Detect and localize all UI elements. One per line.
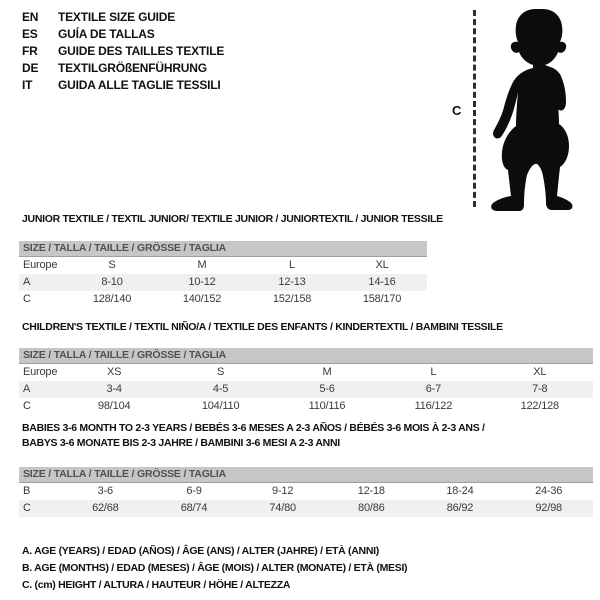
table-row [19, 398, 593, 415]
table-cell: 14-16 [368, 276, 396, 288]
table-cell: 62/68 [92, 502, 119, 514]
section-title: JUNIOR TEXTILE / TEXTIL JUNIOR/ TEXTILE JUNIOR / JUNIORTEXTIL / JUNIOR TESSILE [22, 213, 443, 225]
children-size-table [19, 364, 593, 415]
table-row [19, 291, 427, 308]
lang-title: GUIDA ALLE TAGLIE TESSILI [58, 78, 221, 92]
table-row [19, 500, 593, 517]
table-cell: 122/128 [520, 400, 559, 412]
table-cell: 6-9 [186, 485, 202, 497]
table-cell: 68/74 [180, 502, 208, 514]
table-cell: 9-12 [272, 485, 294, 497]
table-cell: 104/110 [201, 400, 240, 412]
table-cell: XL [375, 259, 389, 271]
row-label: C [23, 502, 31, 514]
section-junior [19, 212, 443, 308]
lang-code: ES [22, 27, 38, 41]
lang-code: EN [22, 10, 39, 24]
table-cell: 12-13 [278, 276, 306, 288]
lang-title: GUIDE DES TAILLES TEXTILE [58, 44, 225, 58]
table-row [19, 274, 427, 291]
lang-code: FR [22, 44, 38, 58]
table-cell: XS [107, 366, 122, 378]
row-label: A [23, 383, 31, 395]
height-measure-label: C [452, 103, 462, 118]
table-cell: 128/140 [92, 293, 132, 305]
table-cell: 10-12 [188, 276, 216, 288]
babies-size-table [19, 483, 593, 517]
table-cell: M [322, 366, 332, 378]
section-title-line2: BABYS 3-6 MONATE BIS 2-3 JAHRE / BAMBINI 3-6 MESI A 2-3 ANNI [22, 437, 340, 449]
table-cell: 12-18 [357, 485, 385, 497]
size-header-bar: SIZE / TALLA / TAILLE / GRÖSSE / TAGLIA [19, 467, 593, 483]
table-row [19, 257, 427, 274]
table-cell: 74/80 [269, 502, 296, 514]
table-cell: 24-36 [535, 485, 563, 497]
table-cell: 86/92 [446, 502, 474, 514]
footnote-c: C. (cm) HEIGHT / ALTURA / HAUTEUR / HÖHE / ALTEZZA [22, 579, 291, 591]
lang-title: TEXTILE SIZE GUIDE [58, 10, 176, 24]
table-row [19, 483, 593, 500]
lang-code: DE [22, 61, 39, 75]
row-label: A [23, 276, 31, 288]
table-cell: 6-7 [425, 383, 442, 395]
lang-title: GUÍA DE TALLAS [58, 27, 155, 41]
footnotes [22, 543, 407, 594]
row-label: Europe [23, 259, 58, 271]
table-cell: 8-10 [101, 276, 123, 288]
table-cell: S [217, 366, 225, 378]
baby-silhouette-image [487, 6, 583, 211]
table-cell: 92/98 [535, 502, 562, 514]
table-cell: S [108, 259, 116, 271]
table-cell: 3-4 [106, 383, 122, 395]
table-cell: 152/158 [272, 293, 312, 305]
section-children [19, 320, 593, 415]
footnote-a: A. AGE (YEARS) / EDAD (AÑOS) / ÂGE (ANS) / ALTER (JAHRE) / ETÀ (ANNI) [22, 545, 379, 557]
table-cell: L [289, 259, 295, 271]
table-cell: L [430, 366, 437, 378]
table-cell: 3-6 [97, 485, 113, 497]
row-label: B [23, 485, 31, 497]
junior-size-table [19, 257, 427, 308]
height-dashed-line [473, 10, 476, 207]
footnote-b: B. AGE (MONTHS) / EDAD (MESES) / ÂGE (MOIS) / ALTER (MONATE) / ETÀ (MESI) [22, 562, 408, 574]
table-cell: 110/116 [308, 400, 346, 412]
table-cell: 7-8 [532, 383, 548, 395]
table-cell: 5-6 [319, 383, 335, 395]
lang-title: TEXTILGRÖßENFÜHRUNG [58, 61, 207, 75]
table-row [19, 381, 593, 398]
row-label: Europe [23, 366, 58, 378]
section-title-line1: BABIES 3-6 MONTH TO 2-3 YEARS / BEBÉS 3-6 MESES A 2-3 AÑOS / BÉBÉS 3-6 MOIS À 2-3 ANS / [22, 422, 485, 434]
table-cell: 18-24 [446, 485, 474, 497]
table-cell: 4-5 [212, 383, 229, 395]
table-cell: 116/122 [414, 400, 453, 412]
size-header-bar: SIZE / TALLA / TAILLE / GRÖSSE / TAGLIA [19, 241, 427, 257]
size-header-bar: SIZE / TALLA / TAILLE / GRÖSSE / TAGLIA [19, 348, 593, 364]
section-babies [19, 421, 593, 517]
table-cell: 140/152 [182, 293, 222, 305]
baby-figure-block [0, 0, 600, 215]
section-title: CHILDREN'S TEXTILE / TEXTIL NIÑO/A / TEXTILE DES ENFANTS / KINDERTEXTIL / BAMBINI TESSILE [22, 321, 503, 333]
table-cell: 158/170 [362, 293, 402, 305]
table-row [19, 364, 593, 381]
table-cell: 80/86 [358, 502, 385, 514]
table-cell: 98/104 [97, 400, 131, 412]
lang-code: IT [22, 78, 33, 92]
table-cell: M [197, 259, 207, 271]
table-cell: XL [533, 366, 547, 378]
baby-silhouette-path [491, 9, 572, 211]
row-label: C [23, 293, 31, 305]
row-label: C [23, 400, 31, 412]
